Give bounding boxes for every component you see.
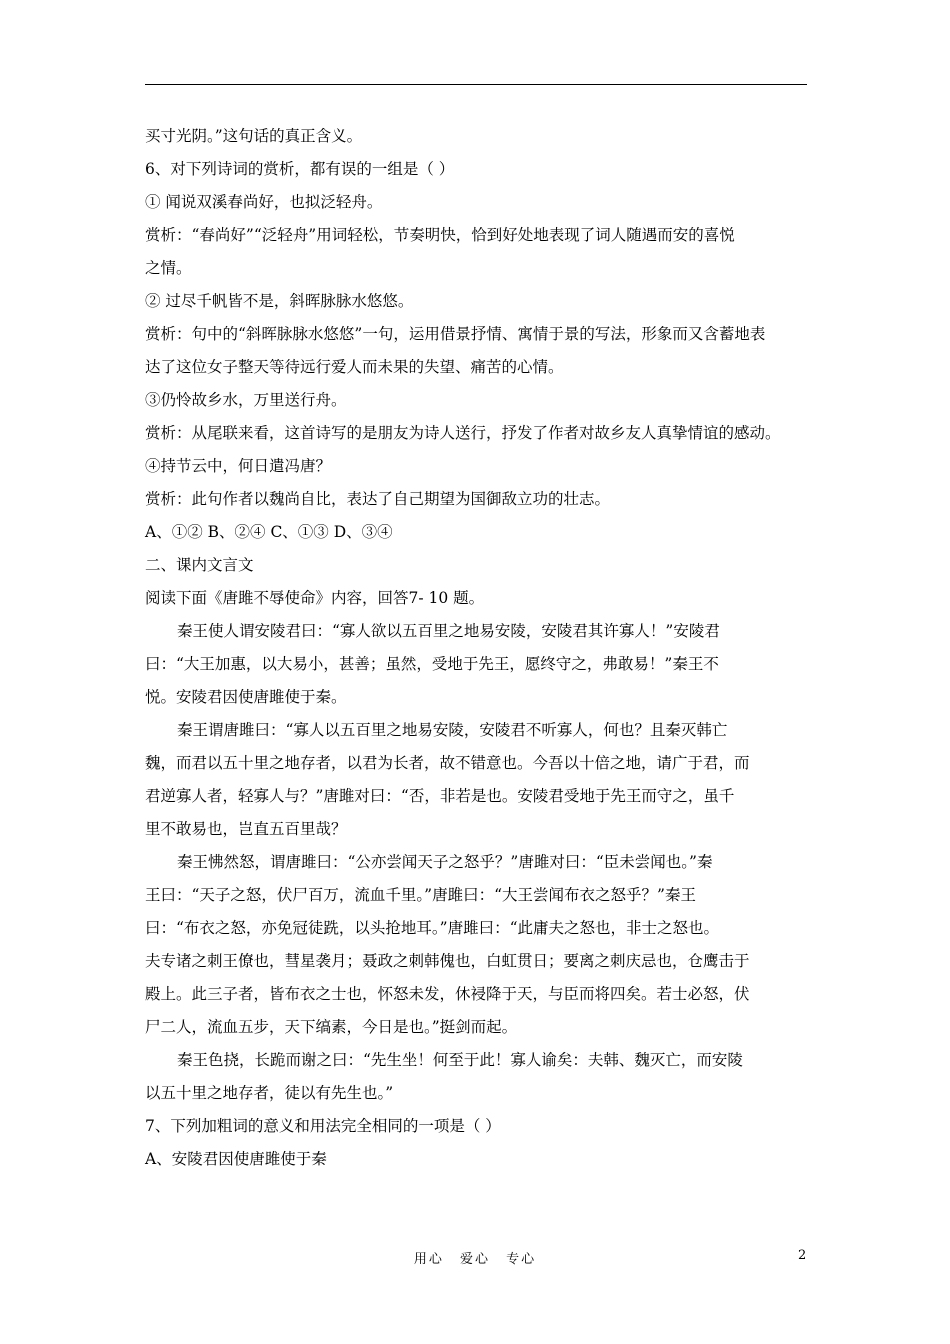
text-line: 夫专诸之刺王僚也，彗星袭月；聂政之刺韩傀也，白虹贯日；要离之刺庆忌也，仓鹰击于 bbox=[145, 952, 750, 970]
text-line: 赏析：句中的“斜晖脉脉水悠悠”一句，运用借景抒情、寓情于景的写法，形象而又含蓄地表 bbox=[145, 325, 766, 343]
text-line: 赏析：此句作者以魏尚自比，表达了自己期望为国御敌立功的壮志。 bbox=[145, 490, 611, 508]
text-line: 阅读下面《唐雎不辱使命》内容，回答7- 10 题。 bbox=[145, 589, 485, 607]
text-line: A、安陵君因使唐雎使于秦 bbox=[145, 1150, 327, 1168]
text-line: 悦。安陵君因使唐雎使于秦。 bbox=[145, 688, 347, 706]
text-line: 君逆寡人者，轻寡人与？”唐雎对曰：“否，非若是也。安陵君受地于先王而守之，虽千 bbox=[145, 787, 735, 805]
text-line: 曰：“布衣之怒，亦免冠徒跣，以头抢地耳。”唐雎曰：“此庸夫之怒也，非士之怒也。 bbox=[145, 919, 720, 937]
text-line: 尸二人，流血五步，天下缟素，今日是也。”挺剑而起。 bbox=[145, 1018, 518, 1036]
text-line: ① 闻说双溪春尚好，也拟泛轻舟。 bbox=[145, 193, 383, 211]
text-line: 秦王怫然怒，谓唐雎曰：“公亦尝闻天子之怒乎？”唐雎对曰：“臣未尝闻也。”秦 bbox=[177, 853, 713, 871]
text-line: ④持节云中，何日遣冯唐？ bbox=[145, 457, 332, 475]
text-line: 赏析：“春尚好”“泛轻舟”用词轻松，节奏明快，恰到好处地表现了词人随遇而安的喜悦 bbox=[145, 226, 735, 244]
text-line: 里不敢易也，岂直五百里哉？ bbox=[145, 820, 347, 838]
text-line: A、①② B、②④ C、①③ D、③④ bbox=[145, 523, 393, 541]
text-line: 达了这位女子整天等待远行爱人而未果的失望、痛苦的心情。 bbox=[145, 358, 564, 376]
text-line: 秦王使人谓安陵君曰：“寡人欲以五百里之地易安陵，安陵君其许寡人！”安陵君 bbox=[177, 622, 720, 640]
footer-motto: 用心 爱心 专心 bbox=[413, 1252, 537, 1267]
text-line: 7、下列加粗词的意义和用法完全相同的一项是（ ） bbox=[145, 1117, 501, 1135]
text-line: 赏析：从尾联来看，这首诗写的是朋友为诗人送行，抒发了作者对故乡友人真挚情谊的感动。 bbox=[145, 424, 781, 442]
text-line: 曰：“大王加惠，以大易小，甚善；虽然，受地于先王，愿终守之，弗敢易！”秦王不 bbox=[145, 655, 719, 673]
text-line: 二、课内文言文 bbox=[145, 556, 254, 574]
text-line: ② 过尽千帆皆不是，斜晖脉脉水悠悠。 bbox=[145, 292, 414, 310]
document-body bbox=[145, 120, 810, 1176]
text-line: 之情。 bbox=[145, 259, 192, 277]
text-line: 魏，而君以五十里之地存者，以君为长者，故不错意也。今吾以十倍之地，请广于君，而 bbox=[145, 754, 750, 772]
text-line: 6、对下列诗词的赏析，都有误的一组是（ ） bbox=[145, 160, 455, 178]
page-number: 2 bbox=[798, 1248, 807, 1263]
text-line: 殿上。此三子者，皆布衣之士也，怀怒未发，休祲降于天，与臣而将四矣。若士必怒，伏 bbox=[145, 985, 750, 1003]
text-line: 买寸光阴。”这句话的真正含义。 bbox=[145, 127, 363, 145]
header-rule bbox=[145, 84, 807, 85]
text-line: ③仍怜故乡水，万里送行舟。 bbox=[145, 391, 347, 409]
text-line: 秦王色挠，长跪而谢之曰：“先生坐！何至于此！寡人谕矣：夫韩、魏灭亡，而安陵 bbox=[177, 1051, 743, 1069]
text-line: 秦王谓唐雎曰：“寡人以五百里之地易安陵，安陵君不听寡人，何也？且秦灭韩亡 bbox=[177, 721, 728, 739]
text-line: 王曰：“天子之怒，伏尸百万，流血千里。”唐雎曰：“大王尝闻布衣之怒乎？”秦王 bbox=[145, 886, 696, 904]
text-line: 以五十里之地存者，徒以有先生也。” bbox=[145, 1084, 394, 1102]
